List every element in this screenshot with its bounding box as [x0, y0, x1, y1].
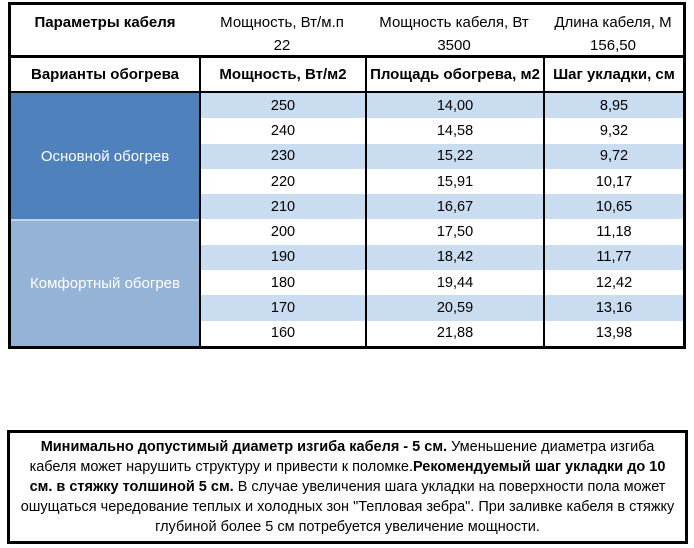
heating-data-grid — [199, 93, 683, 346]
params-value-power-per-meter: 22 — [273, 37, 291, 54]
section-label-comfort-heating: Комфортный обогрев — [11, 219, 199, 346]
note-box — [7, 430, 688, 544]
params-col-power-per-meter: Мощность, Вт/м.п — [220, 13, 344, 31]
table-cell: 190 — [199, 245, 365, 270]
cable-parameters-table — [8, 2, 686, 349]
section-label-main-heating: Основной обогрев — [11, 93, 199, 219]
note-segment-bold: Рекомендуемый шаг укладки до 10 см. в стяжку толшиной 5 см. — [29, 459, 666, 495]
table-cell: 230 — [199, 144, 365, 169]
table-cell: 9,72 — [543, 144, 683, 169]
heating-col-area: Площадь обогрева, м2 — [365, 58, 543, 91]
table-cell: 15,91 — [365, 169, 543, 194]
table-cell: 21,88 — [365, 321, 543, 346]
heating-label-column — [11, 93, 199, 346]
table-cell: 11,77 — [543, 245, 683, 270]
note-text — [21, 439, 675, 535]
heating-col-step: Шаг укладки, см — [543, 58, 683, 91]
note-segment: В случае увеличения шага укладки на поверхности пола может ошущаться чередование теплых и холодных зон "Тепловая зебра". При заливке кабеля в стяжку глубиной более 5 см потребуется увеличение мощности. — [20, 479, 675, 535]
params-col-cable-length: Длина кабеля, М — [554, 13, 672, 31]
table-cell: 160 — [199, 321, 365, 346]
table-cell: 20,59 — [365, 295, 543, 320]
table-cell: 10,17 — [543, 169, 683, 194]
table-cell: 13,16 — [543, 295, 683, 320]
params-value-cable-power: 3500 — [437, 37, 471, 54]
table-cell: 8,95 — [543, 93, 683, 118]
table-cell: 14,00 — [365, 93, 543, 118]
table-cell: 10,65 — [543, 194, 683, 219]
params-values-row — [11, 36, 683, 55]
table-cell: 14,58 — [365, 118, 543, 143]
heating-col-power: Мощность, Вт/м2 — [199, 58, 365, 91]
params-empty-cell — [11, 36, 199, 55]
params-col-cable-power: Мощность кабеля, Вт — [379, 13, 529, 31]
table-cell: 11,18 — [543, 219, 683, 244]
table-cell: 18,42 — [365, 245, 543, 270]
heating-body — [11, 93, 683, 346]
table-cell: 12,42 — [543, 270, 683, 295]
table-cell: 200 — [199, 219, 365, 244]
table-cell: 220 — [199, 169, 365, 194]
table-cell: 17,50 — [365, 219, 543, 244]
table-cell: 16,67 — [365, 194, 543, 219]
note-segment: Уменьшение диаметра изгиба кабеля может нарушить структуру и привести к поломке. — [29, 439, 655, 475]
table-cell: 13,98 — [543, 321, 683, 346]
table-cell: 240 — [199, 118, 365, 143]
table-cell: 180 — [199, 270, 365, 295]
heating-col-variants: Варианты обогрева — [31, 66, 179, 83]
params-value-cable-length: 156,50 — [590, 37, 636, 54]
note-segment-bold: Минимально допустимый диаметр изгиба кабеля - 5 см. — [40, 439, 448, 455]
table-cell: 9,32 — [543, 118, 683, 143]
params-title: Параметры кабеля — [34, 13, 176, 31]
heating-header-row — [11, 58, 683, 91]
params-header-row — [11, 5, 683, 36]
table-cell: 19,44 — [365, 270, 543, 295]
table-cell: 250 — [199, 93, 365, 118]
table-cell: 170 — [199, 295, 365, 320]
table-cell: 15,22 — [365, 144, 543, 169]
table-cell: 210 — [199, 194, 365, 219]
